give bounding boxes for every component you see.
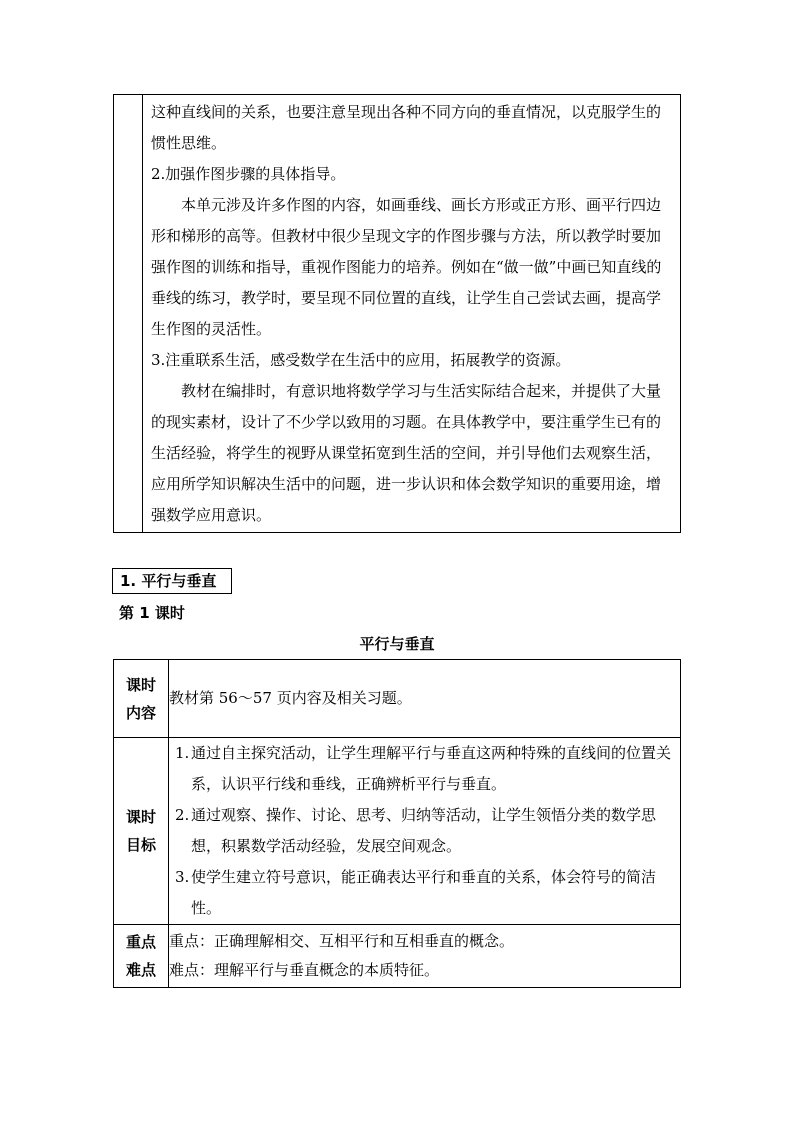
content-text: 教材第 56～57 页内容及相关习题。 — [169, 660, 681, 738]
paragraph-heading-3: 3.注重联系生活，感受数学在生活中的应用，拓展教学的资源。 — [151, 351, 571, 369]
difficult-point: 难点：理解平行与垂直概念的本质特征。 — [169, 961, 440, 979]
lesson-title: 平行与垂直 — [359, 635, 435, 653]
table-row — [114, 738, 681, 925]
table-content-cell — [143, 95, 681, 533]
lesson-number: 第 1 课时 — [119, 604, 185, 622]
goals-label: 课时 目标 — [114, 738, 169, 925]
key-points-label: 重点 难点 — [114, 925, 169, 988]
goal-item: 2. 通过观察、操作、讨论、思考、归纳等活动，让学生领悟分类的数学思想，积累数学活动经验，发展空间观念。 — [175, 806, 657, 855]
paragraph-heading-2: 2.加强作图步骤的具体指导。 — [151, 165, 346, 183]
section-heading: 1. 平行与垂直 — [112, 568, 232, 594]
key-points-cell — [169, 925, 681, 988]
teaching-suggestions-table — [113, 94, 681, 533]
goal-item: 3. 使学生建立符号意识，能正确表达平行和垂直的关系，体会符号的简洁性。 — [175, 868, 657, 917]
table-row — [114, 925, 681, 988]
content-label: 课时 内容 — [114, 660, 169, 738]
goal-item: 1. 通过自主探究活动，让学生理解平行与垂直这两种特殊的直线间的位置关系，认识平行线和垂线，正确辨析平行与垂直。 — [175, 744, 672, 793]
paragraph-continuation: 这种直线间的关系，也要注意呈现出各种不同方向的垂直情况，以克服学生的惯性思维。 — [151, 103, 662, 152]
lesson-plan-table — [113, 659, 681, 988]
paragraph-drawing-guidance: 本单元涉及许多作图的内容，如画垂线、画长方形或正方形、画平行四边形和梯形的高等。但教材中很少呈现文字的作图步骤与方法，所以教学时要加强作图的训练和指导，重视作图能力的培养。例如在“做一做”中画已知直线的垂线的练习，教学时，要呈现不同位置的直线，让学生自己尝试去画，提高学生作图的灵活性。 — [151, 196, 662, 338]
goals-cell — [169, 738, 681, 925]
table-row — [114, 660, 681, 738]
table-left-column — [114, 95, 143, 533]
paragraph-life-connection: 教材在编排时，有意识地将数学学习与生活实际结合起来，并提供了大量的现实素材，设计了不少学以致用的习题。在具体教学中，要注重学生已有的生活经验，将学生的视野从课堂拓宽到生活的空间，并引导他们去观察生活，应用所学知识解决生活中的问题，进一步认识和体会数学知识的重要用途，增强数学应用意识。 — [151, 382, 662, 524]
key-point: 重点：正确理解相交、互相平行和互相垂直的概念。 — [169, 932, 515, 950]
